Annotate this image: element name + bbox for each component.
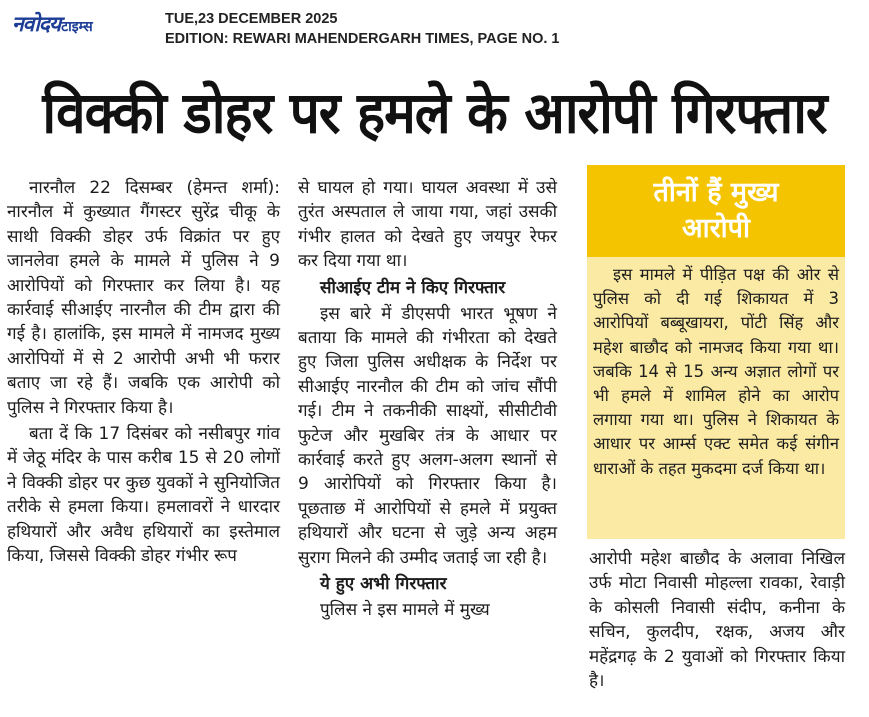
issue-date: TUE,23 DECEMBER 2025	[165, 11, 338, 27]
page-headline: विक्की डोहर पर हमले के आरोपी गिरफ्तार	[42, 80, 827, 147]
article-paragraph: से घायल हो गया। घायल अवस्था में उसे तुरंत अस्पताल ले जाया गया, जहां उसकी गंभीर हालत को देखते हुए जयपुर रेफर कर दिया गया था।	[298, 178, 557, 272]
sidebar-title-line-1: तीनों हैं मुख्य	[653, 177, 779, 208]
article-column-3	[589, 547, 845, 693]
logo-main-text: नवोदय	[12, 12, 61, 36]
sidebar-box-body	[587, 257, 845, 539]
article-subheading: ये हुए अभी गिरफ्तार	[320, 574, 447, 595]
article-paragraph: नारनौल 22 दिसम्बर (हेमन्त शर्मा): नारनौल में कुख्यात गैंगस्टर सुरेंद्र चीकू के साथी विक्की डोहर उर्फ विक्रांत पर हुए जानलेवा हमले के मामले में पुलिस ने 9 आरोपियों को गिरफ्तार कर लिया है। यह कार्रवाई सीआईए नारनौल की टीम द्वारा की गई है। हालांकि, इस मामले में नामजद मुख्य आरोपियों में से 2 आरोपी अभी भी फरार बताए जा रहे हैं। जबकि एक आरोपी को पुलिस ने गिरफ्तार किया है।	[7, 178, 280, 418]
article-paragraph: आरोपी महेश बाछौद के अलावा निखिल उर्फ मोटा निवासी मोहल्ला रावका, रेवाड़ी के कोसली निवासी संदीप, कनीना के सचिन, कुलदीप, रक्षक, अजय और महेंद्रगढ़ के 2 युवाओं को गिरफ्तार किया है।	[589, 549, 845, 692]
article-column-1	[7, 176, 280, 569]
sidebar-paragraph: इस मामले में पीड़ित पक्ष की ओर से पुलिस को दी गई शिकायत में 3 आरोपियों बब्बूखायरा, पोंटी सिंह और महेश बाछौद को नामजद किया गया था। जबकि 14 से 15 अन्य अज्ञात लोगों पर भी हमले में शामिल होने का आरोप लगाया गया था। पुलिस ने शिकायत के आधार पर आर्म्स एक्ट समेत कई संगीन धाराओं के तहत मुकदमा दर्ज किया था।	[593, 265, 839, 478]
sidebar-box-title	[587, 165, 845, 257]
article-paragraph: पुलिस ने इस मामले में मुख्य	[320, 600, 490, 621]
article-column-2	[298, 176, 557, 623]
edition-info	[165, 9, 559, 49]
article-subheading: सीआईए टीम ने किए गिरफ्तार	[320, 277, 506, 298]
sidebar-title-line-2: आरोपी	[682, 213, 750, 244]
newspaper-logo	[12, 10, 93, 34]
logo-sub-text: टाइम्स	[61, 19, 93, 35]
article-paragraph: इस बारे में डीएसपी भारत भूषण ने बताया कि मामले की गंभीरता को देखते हुए जिला पुलिस अधीक्षक के निर्देश पर सीआईए नारनौल की टीम को जांच सौंपी गई। टीम ने तकनीकी साक्ष्यों, सीसीटीवी फुटेज और मुखबिर तंत्र के आधार पर कार्रवाई करते हुए अलग-अलग स्थानों से 9 आरोपियों को गिरफ्तार किया है। पूछताछ में आरोपियों से हमले में प्रयुक्त हथियारों और घटना से जुड़े अन्य अहम सुराग मिलने की उम्मीद जताई जा रही है।	[298, 303, 557, 568]
edition-line: EDITION: REWARI MAHENDERGARH TIMES, PAGE NO. 1	[165, 31, 560, 47]
article-paragraph: बता दें कि 17 दिसंबर को नसीबपुर गांव में जेठू मंदिर के पास करीब 15 से 20 लोगों ने विक्की डोहर पर कुछ युवकों ने सुनियोजित तरीके से हमला किया। हमलावरों ने धारदार हथियारों और अवैध हथियारों का इस्तेमाल किया, जिससे विक्की डोहर गंभीर रूप	[7, 424, 280, 567]
